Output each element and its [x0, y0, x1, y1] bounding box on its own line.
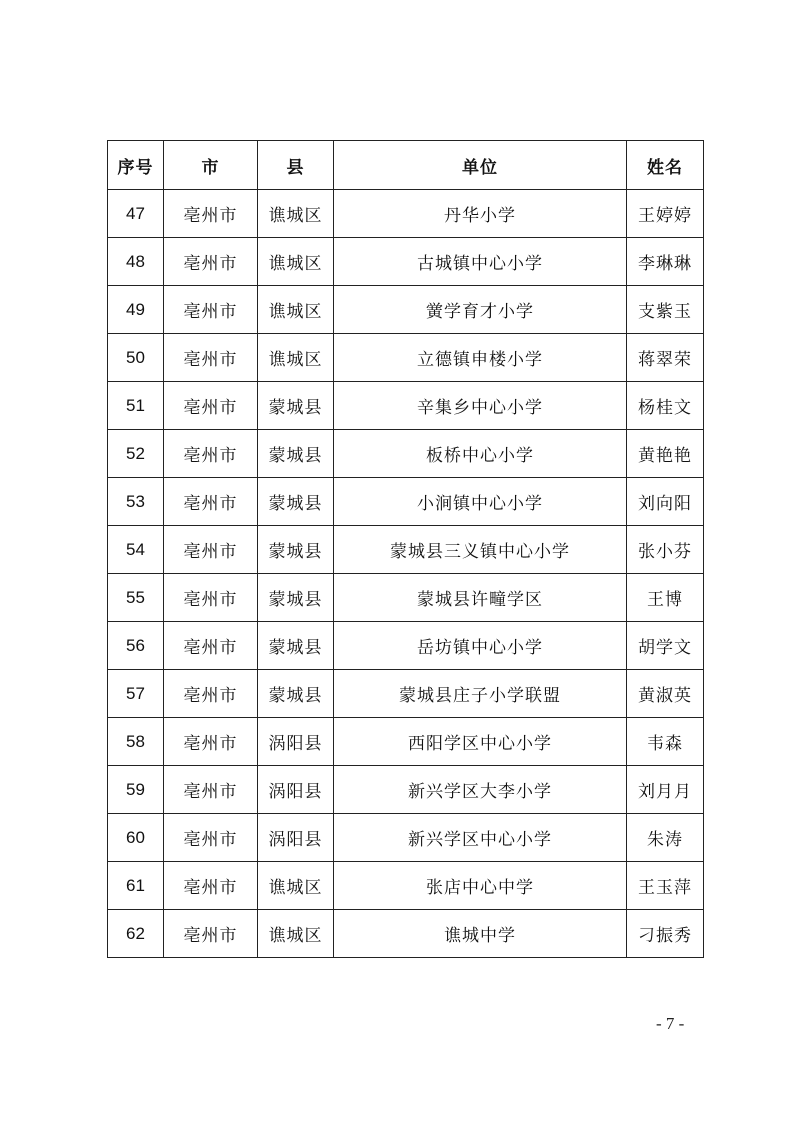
cell-seq: 62 [108, 910, 164, 958]
header-county: 县 [258, 141, 334, 190]
cell-unit: 谯城中学 [334, 910, 627, 958]
cell-name: 蒋翠荣 [627, 334, 704, 382]
table-row [108, 382, 704, 430]
cell-name: 黄淑英 [627, 670, 704, 718]
cell-county: 谯城区 [258, 334, 334, 382]
cell-county: 蒙城县 [258, 670, 334, 718]
table-row [108, 238, 704, 286]
cell-name: 王婷婷 [627, 190, 704, 238]
cell-seq: 57 [108, 670, 164, 718]
cell-county: 谯城区 [258, 910, 334, 958]
table-row [108, 862, 704, 910]
cell-seq: 55 [108, 574, 164, 622]
cell-name: 王玉萍 [627, 862, 704, 910]
cell-unit: 张店中心中学 [334, 862, 627, 910]
table-row [108, 766, 704, 814]
cell-name: 胡学文 [627, 622, 704, 670]
cell-name: 李琳琳 [627, 238, 704, 286]
table-row [108, 526, 704, 574]
table-row [108, 622, 704, 670]
cell-seq: 47 [108, 190, 164, 238]
cell-county: 涡阳县 [258, 766, 334, 814]
table-row [108, 286, 704, 334]
cell-name: 刘向阳 [627, 478, 704, 526]
cell-county: 谯城区 [258, 190, 334, 238]
header-seq: 序号 [108, 141, 164, 190]
table-row [108, 910, 704, 958]
cell-unit: 立德镇申楼小学 [334, 334, 627, 382]
cell-seq: 60 [108, 814, 164, 862]
table-header-row [108, 141, 704, 190]
cell-city: 亳州市 [164, 814, 258, 862]
cell-city: 亳州市 [164, 382, 258, 430]
cell-city: 亳州市 [164, 862, 258, 910]
cell-city: 亳州市 [164, 478, 258, 526]
cell-seq: 48 [108, 238, 164, 286]
cell-unit: 新兴学区大李小学 [334, 766, 627, 814]
cell-city: 亳州市 [164, 622, 258, 670]
cell-county: 蒙城县 [258, 526, 334, 574]
table-row [108, 430, 704, 478]
table-row [108, 574, 704, 622]
table-row [108, 670, 704, 718]
cell-unit: 蒙城县庄子小学联盟 [334, 670, 627, 718]
cell-county: 蒙城县 [258, 574, 334, 622]
cell-county: 谯城区 [258, 286, 334, 334]
cell-unit: 小涧镇中心小学 [334, 478, 627, 526]
cell-unit: 板桥中心小学 [334, 430, 627, 478]
cell-seq: 61 [108, 862, 164, 910]
table-body [108, 190, 704, 958]
cell-seq: 51 [108, 382, 164, 430]
cell-name: 黄艳艳 [627, 430, 704, 478]
cell-seq: 52 [108, 430, 164, 478]
cell-city: 亳州市 [164, 334, 258, 382]
cell-name: 王博 [627, 574, 704, 622]
cell-unit: 新兴学区中心小学 [334, 814, 627, 862]
cell-county: 涡阳县 [258, 718, 334, 766]
table-row [108, 478, 704, 526]
cell-city: 亳州市 [164, 286, 258, 334]
cell-county: 蒙城县 [258, 430, 334, 478]
cell-seq: 59 [108, 766, 164, 814]
table-row [108, 334, 704, 382]
cell-city: 亳州市 [164, 526, 258, 574]
cell-seq: 58 [108, 718, 164, 766]
cell-seq: 49 [108, 286, 164, 334]
cell-unit: 辛集乡中心小学 [334, 382, 627, 430]
cell-county: 涡阳县 [258, 814, 334, 862]
cell-unit: 岳坊镇中心小学 [334, 622, 627, 670]
cell-name: 韦森 [627, 718, 704, 766]
header-city: 市 [164, 141, 258, 190]
cell-seq: 53 [108, 478, 164, 526]
cell-unit: 西阳学区中心小学 [334, 718, 627, 766]
cell-city: 亳州市 [164, 238, 258, 286]
cell-name: 刁振秀 [627, 910, 704, 958]
cell-city: 亳州市 [164, 430, 258, 478]
roster-table [107, 140, 704, 958]
cell-name: 刘月月 [627, 766, 704, 814]
cell-name: 支紫玉 [627, 286, 704, 334]
header-name: 姓名 [627, 141, 704, 190]
cell-unit: 古城镇中心小学 [334, 238, 627, 286]
cell-county: 谯城区 [258, 862, 334, 910]
cell-unit: 蒙城县三义镇中心小学 [334, 526, 627, 574]
cell-seq: 54 [108, 526, 164, 574]
table-row [108, 718, 704, 766]
table-row [108, 814, 704, 862]
table-row [108, 190, 704, 238]
cell-name: 张小芬 [627, 526, 704, 574]
cell-city: 亳州市 [164, 574, 258, 622]
cell-city: 亳州市 [164, 190, 258, 238]
cell-name: 朱涛 [627, 814, 704, 862]
cell-county: 蒙城县 [258, 382, 334, 430]
cell-county: 蒙城县 [258, 478, 334, 526]
cell-city: 亳州市 [164, 670, 258, 718]
cell-city: 亳州市 [164, 718, 258, 766]
cell-county: 谯城区 [258, 238, 334, 286]
header-unit: 单位 [334, 141, 627, 190]
cell-unit: 蒙城县许疃学区 [334, 574, 627, 622]
cell-unit: 黉学育才小学 [334, 286, 627, 334]
cell-city: 亳州市 [164, 910, 258, 958]
cell-city: 亳州市 [164, 766, 258, 814]
cell-name: 杨桂文 [627, 382, 704, 430]
cell-seq: 56 [108, 622, 164, 670]
page-number: - 7 - [656, 1014, 685, 1033]
cell-seq: 50 [108, 334, 164, 382]
cell-county: 蒙城县 [258, 622, 334, 670]
cell-unit: 丹华小学 [334, 190, 627, 238]
